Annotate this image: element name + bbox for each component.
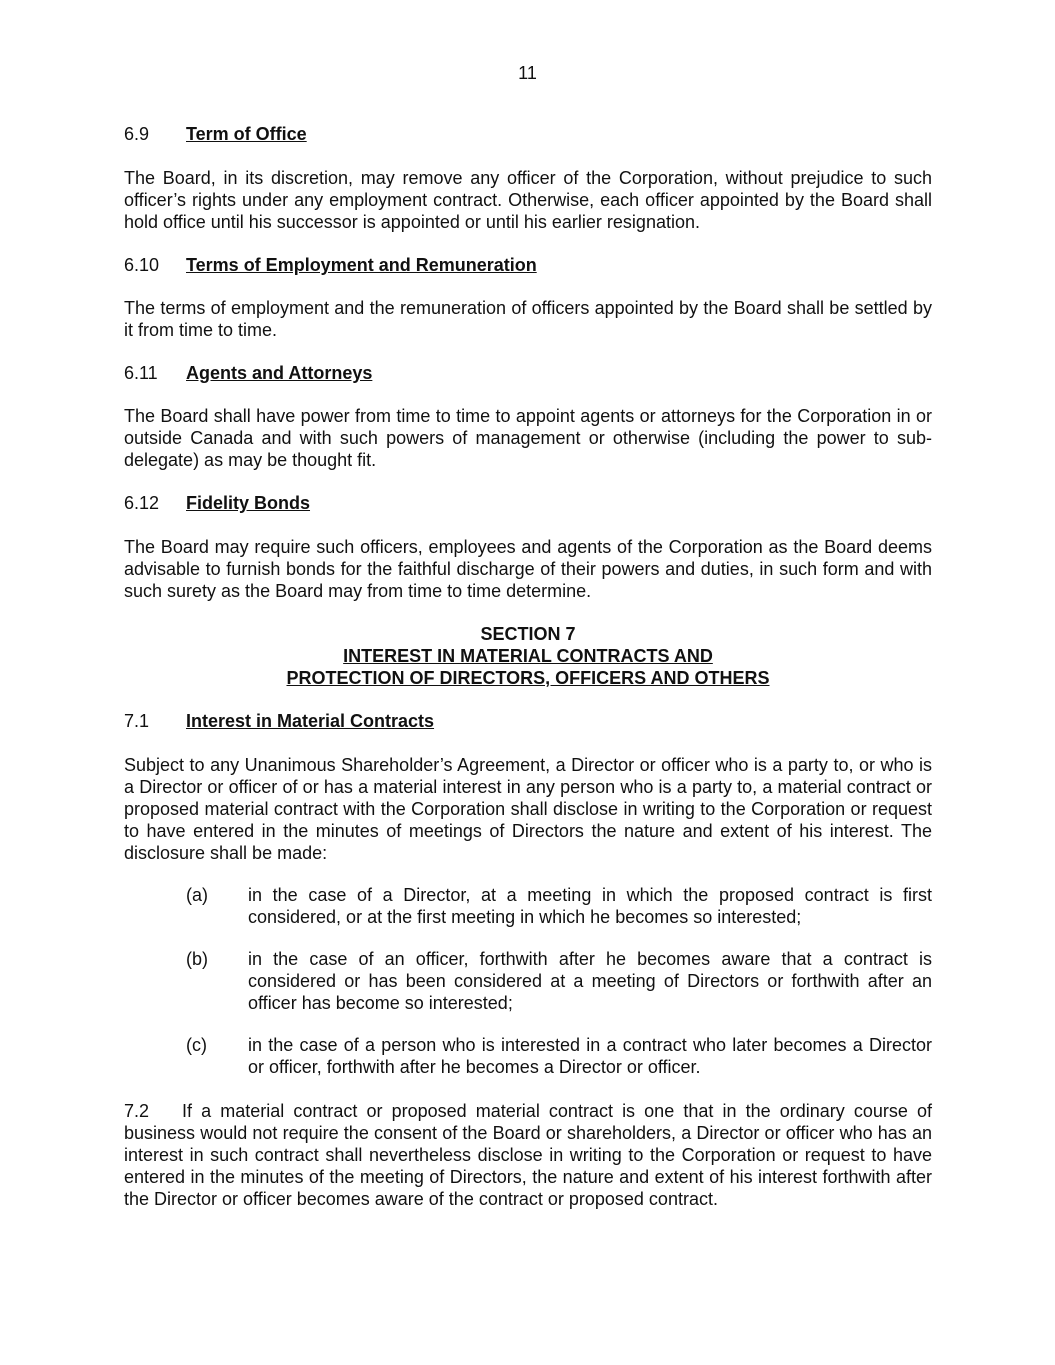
list-item-label: (b) bbox=[186, 949, 208, 969]
section-title: Interest in Material Contracts bbox=[186, 711, 435, 731]
section-number: 6.12 bbox=[124, 493, 160, 513]
list-item-label: (a) bbox=[186, 885, 208, 905]
section-7-title bbox=[124, 623, 932, 689]
heading-6-11 bbox=[124, 362, 934, 384]
list-item-text: in the case of a person who is interested in a contract who later becomes a Director or officer, forthwith after he becomes a Director or officer. bbox=[248, 1035, 932, 1077]
heading-7-1 bbox=[124, 710, 934, 732]
paragraph-6-10: The terms of employment and the remuneration of officers appointed by the Board shall be settled by it from time to time. bbox=[124, 298, 932, 340]
section-title: Terms of Employment and Remuneration bbox=[186, 255, 537, 275]
heading-6-10 bbox=[124, 254, 934, 276]
list-item-label: (c) bbox=[186, 1035, 207, 1055]
section-title: Fidelity Bonds bbox=[186, 493, 311, 513]
paragraph-7-2-text: If a material contract or proposed material contract is one that in the ordinary course of business would not require the consent of the Board or shareholders, a Director or officer who has an interest in such contract shall nevertheless disclose in writing to the Corporation or request to have entered in the minutes of the meeting of Directors, the nature and extent of his interest forthwith after the Director or officer becomes aware of the contract or proposed contract. bbox=[124, 1101, 932, 1209]
paragraph-6-12: The Board may require such officers, employees and agents of the Corporation as the Board deems advisable to furnish bonds for the faithful discharge of their powers and duties, in such form and with such surety as the Board may from time to time determine. bbox=[124, 537, 932, 601]
section-7-heading-line-1: INTEREST IN MATERIAL CONTRACTS AND bbox=[343, 646, 713, 666]
paragraph-7-1: Subject to any Unanimous Shareholder’s Agreement, a Director or officer who is a party to, or who is a Director or officer of or has a material interest in any person who is a party to, a material contract or proposed material contract with the Corporation shall disclose in writing to the Corporation or request to have entered in the minutes of meetings of Directors the nature and extent of his interest. The disclosure shall be made: bbox=[124, 755, 932, 863]
section-number: 7.2 bbox=[124, 1101, 150, 1121]
list-item-text: in the case of a Director, at a meeting in which the proposed contract is first considered, or at the first meeting in which he becomes so interested; bbox=[248, 885, 932, 927]
section-number: 6.10 bbox=[124, 255, 160, 275]
paragraph-6-9: The Board, in its discretion, may remove any officer of the Corporation, without prejudice to such officer’s rights under any employment contract. Otherwise, each officer appointed by the Board shall hold office until his successor is appointed or until his earlier resignation. bbox=[124, 168, 932, 232]
section-title: Agents and Attorneys bbox=[186, 363, 373, 383]
heading-6-12 bbox=[124, 492, 934, 514]
section-number: 6.9 bbox=[124, 124, 150, 144]
section-7-label: SECTION 7 bbox=[480, 624, 576, 644]
paragraph-7-2 bbox=[124, 1100, 932, 1210]
paragraph-6-11: The Board shall have power from time to time to appoint agents or attorneys for the Corporation in or outside Canada and with such powers of management or otherwise (including the power to sub-delegate) as may be thought fit. bbox=[124, 406, 932, 470]
section-number: 6.11 bbox=[124, 363, 158, 383]
page-number: 11 bbox=[518, 63, 537, 83]
list-item-text: in the case of an officer, forthwith after he becomes aware that a contract is considered or has been considered at a meeting of Directors or forthwith after an officer has become so interested; bbox=[248, 949, 932, 1013]
section-title: Term of Office bbox=[186, 124, 307, 144]
heading-6-9 bbox=[124, 123, 934, 145]
section-number: 7.1 bbox=[124, 711, 150, 731]
section-7-heading-line-2: PROTECTION OF DIRECTORS, OFFICERS AND OTHERS bbox=[286, 668, 770, 688]
